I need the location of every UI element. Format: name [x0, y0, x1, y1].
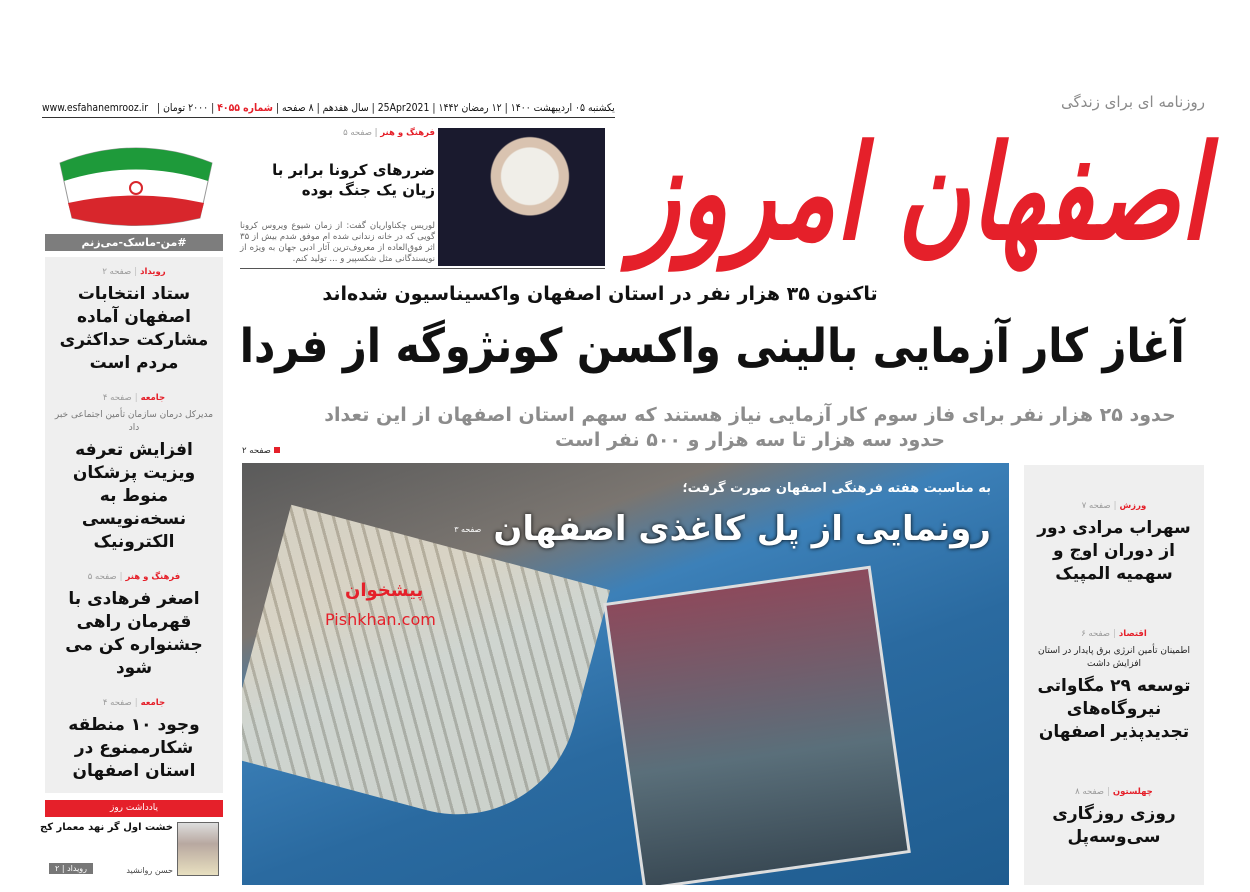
issue-info-bar: [42, 98, 615, 118]
red-square-icon: [274, 447, 280, 453]
book-stack-image: [603, 566, 911, 885]
news-headline: ستاد انتخابات اصفهان آماده مشارکت حداکثری مردم است: [59, 284, 209, 373]
main-headline[interactable]: [240, 317, 1185, 377]
feature-body: لوریس چکناواریان گفت: از زمان شیوع ویروس کرونا گویی که در خانه زندانی شده ام موفق شدم بیش از ۳۵ اثر فوق‌العاده از معروف‌ترین آثار ادبی جهان به ویژه از نویسندگانی مثل شکسپیر و ... تولید کنم.: [240, 221, 435, 264]
fanned-books-image: [242, 505, 610, 842]
news-item[interactable]: جامعه|صفحه ۴ مدیرکل درمان سازمان تأمین اجتماعی خبر داد افزایش تعرفه ویزیت پزشکان منوط به نسخه‌نویسی الکترونیک: [45, 393, 223, 554]
right-news-column: [1024, 465, 1204, 885]
issue-date: یکشنبه ۰۵ اردیبهشت ۱۴۰۰ | ۱۲ رمضان ۱۴۴۲ | 25Apr2021 | سال هفدهم | ۸ صفحه |: [276, 102, 615, 114]
hashtag-banner: #من-ماسک-می‌زنم: [45, 234, 223, 251]
main-headline-text: آغاز کار آزمایی بالینی واکسن کونژوگه از فردا: [240, 319, 1185, 374]
news-headline: اصغر فرهادی با قهرمان راهی جشنواره کن می شود: [65, 589, 203, 678]
section-label: اقتصاد: [1118, 628, 1147, 639]
section-label: جامعه: [140, 698, 166, 708]
page-ref: صفحه ۷: [1081, 500, 1111, 511]
face-mask-flag-image: [50, 133, 222, 233]
watermark-url: Pishkhan.com: [325, 610, 436, 629]
section-label: چهلستون: [1112, 787, 1153, 798]
masthead-logo-text: اصفهان امروز: [632, 117, 1207, 269]
issue-number: شماره ۴۰۵۵: [217, 102, 274, 114]
news-item[interactable]: ورزش|صفحه ۷ سهراب مرادی دور از دوران اوج و سهمیه المپیک: [1024, 501, 1204, 586]
main-lead: حدود ۲۵ هزار نفر برای فاز سوم کار آزمایی نیاز هستند که سهم استان اصفهان از این تعداد حدود سه هزار تا سه هزار و ۵۰۰ نفر است: [324, 404, 1176, 451]
issue-info-content: [42, 98, 615, 118]
author-photo: [177, 822, 219, 876]
page-ref: صفحه ۶: [1081, 628, 1111, 639]
news-item[interactable]: جامعه|صفحه ۴ وجود ۱۰ منطقه شکارممنوع در استان اصفهان: [45, 698, 223, 783]
divider: [240, 268, 605, 269]
tagline: روزنامه ای برای زندگی: [1060, 93, 1205, 111]
news-item[interactable]: چهلستون|صفحه ۸ روزی روزگاری سی‌وسه‌پل: [1024, 787, 1204, 849]
note-of-day[interactable]: [40, 800, 223, 882]
page-ref: صفحه ۴: [102, 698, 132, 708]
feature-kicker: فرهنگ و هنر | صفحه ۵: [343, 128, 435, 138]
left-news-column: [45, 257, 223, 793]
section-label: ورزش: [1119, 500, 1147, 511]
news-item[interactable]: رویداد|صفحه ۲ ستاد انتخابات اصفهان آماده مشارکت حداکثری مردم است: [45, 267, 223, 375]
section-label: فرهنگ و هنر: [380, 128, 435, 138]
website[interactable]: www.esfahanemrooz.ir: [42, 102, 149, 114]
section-label: رویداد: [140, 267, 166, 277]
note-title: خشت اول گر نهد معمار کج: [40, 822, 173, 833]
page-ref: صفحه ۲: [102, 267, 132, 277]
issue-price: | ۲۰۰۰ تومان |: [157, 102, 215, 114]
photo-kicker: به مناسبت هفته فرهنگی اصفهان صورت گرفت؛: [682, 481, 991, 496]
news-headline: توسعه ۲۹ مگاواتی نیروگاه‌های تجدیدپذیر اصفهان: [1037, 675, 1191, 742]
note-of-day-label: یادداشت روز: [45, 800, 223, 817]
watermark-logo: پیشخوان: [345, 580, 424, 601]
news-headline: افزایش تعرفه ویزیت پزشکان منوط به نسخه‌نویسی الکترونیک: [72, 440, 196, 552]
news-headline: روزی روزگاری سی‌وسه‌پل: [1052, 804, 1176, 848]
feature-headline: ضررهای کرونا برابر با زیان یک جنگ بوده: [272, 160, 435, 199]
news-item[interactable]: اقتصاد|صفحه ۶ اطمینان تأمین انرژی برق پایدار در استان افزایش داشت توسعه ۲۹ مگاواتی نیروگاه‌های تجدیدپذیر اصفهان: [1024, 629, 1204, 744]
news-subtitle: مدیرکل درمان سازمان تأمین اجتماعی خبر داد: [54, 410, 214, 433]
main-photo[interactable]: [242, 463, 1009, 885]
note-page-ref: رویداد | ۲: [49, 863, 93, 874]
page-ref: صفحه ۲: [242, 446, 271, 456]
feature-photo: [438, 128, 605, 266]
page-ref: صفحه ۵: [343, 128, 372, 138]
photo-headline: رونمایی از پل کاغذی اصفهان: [493, 509, 991, 549]
news-headline: وجود ۱۰ منطقه شکارممنوع در استان اصفهان: [68, 715, 200, 781]
news-headline: سهراب مرادی دور از دوران اوج و سهمیه المپیک: [1037, 517, 1191, 584]
page-ref: صفحه ۴: [102, 393, 132, 403]
section-label: جامعه: [140, 393, 166, 403]
photo-page-ref: صفحه ۳: [454, 524, 482, 534]
page-ref: صفحه ۸: [1075, 787, 1105, 798]
main-page-ref: [242, 446, 280, 456]
news-item[interactable]: فرهنگ و هنر|صفحه ۵ اصغر فرهادی با قهرمان راهی جشنواره کن می شود: [45, 572, 223, 680]
masthead-logo: [632, 118, 1207, 268]
section-label: فرهنگ و هنر: [125, 572, 181, 582]
feature-story[interactable]: [240, 128, 435, 265]
note-author: حسن روانشید: [126, 866, 173, 875]
page-ref: صفحه ۵: [87, 572, 117, 582]
main-surtitle-text: تاکنون ۳۵ هزار نفر در استان اصفهان واکسیناسیون شده‌اند: [322, 283, 878, 305]
main-surtitle: [240, 282, 960, 306]
news-subtitle: اطمینان تأمین انرژی برق پایدار در استان افزایش داشت: [1037, 645, 1191, 669]
photo-headline-row: [454, 509, 991, 549]
